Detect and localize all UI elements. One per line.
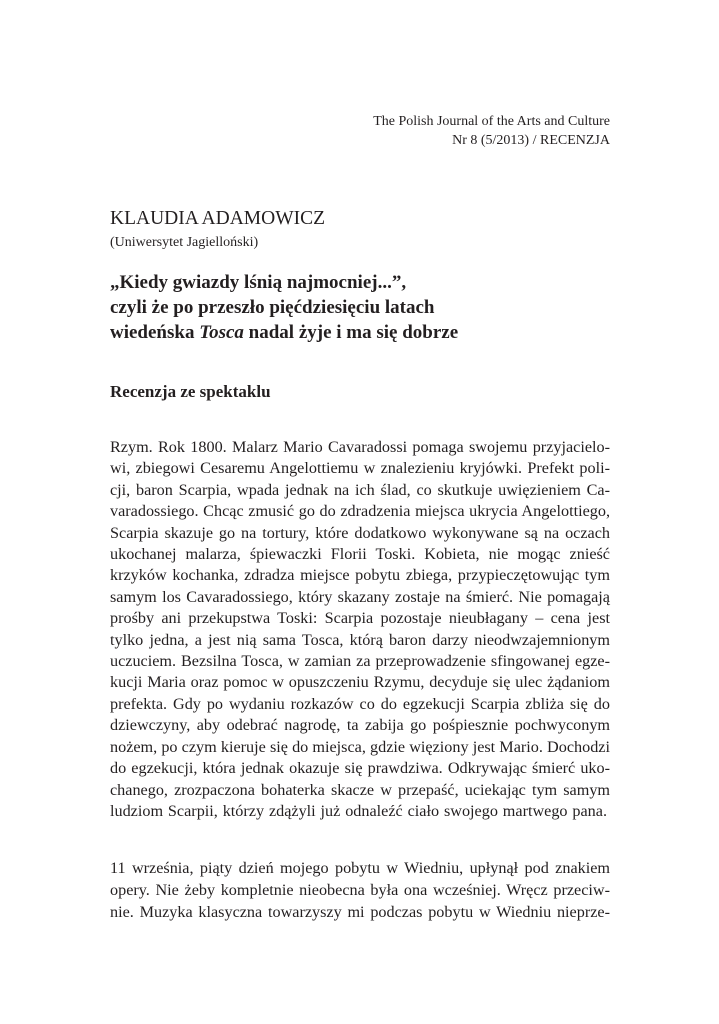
text-line: samym los Cavaradossiego, który skazany zostaje na śmierć. Nie pomagają — [110, 587, 610, 606]
title-line — [110, 320, 458, 345]
title-line: „Kiedy gwiazdy lśnią najmocniej...”, — [110, 272, 407, 293]
text-line: tylko jedna, a jest nią sama Tosca, którą baron darzy nieodwzajemnionym — [110, 630, 610, 649]
text-line: wi, zbiegowi Cesaremu Angelottiemu w znalezieniu kryjówki. Prefekt poli- — [110, 459, 610, 478]
text-line: nożem, po czym kieruje się do miejsca, gdzie więziony jest Mario. Dochodzi — [110, 737, 610, 756]
text-line: do egzekucji, która jednak okazuje się prawdziwa. Odkrywając śmierć uko- — [110, 759, 610, 778]
title-text: wiedeńska — [110, 322, 200, 343]
paragraph — [110, 437, 610, 822]
text-line: 11 września, piąty dzień mojego pobytu w Wiedniu, upłynął pod znakiem — [110, 859, 610, 877]
text-line: nie. Muzyka klasyczna towarzyszy mi podczas pobytu w Wiedniu nieprze- — [110, 903, 610, 921]
text-line: ukochanej malarza, śpiewaczki Florii Toski. Kobieta, nie mogąc znieść — [110, 545, 610, 564]
author-affiliation: (Uniwersytet Jagielloński) — [110, 235, 259, 250]
text-line: prefekta. Gdy po wydaniu rozkazów co do egzekucji Scarpia zbliża się do — [110, 694, 610, 713]
author-name: KLAUDIA ADAMOWICZ — [110, 208, 326, 229]
text-line: opery. Nie żeby kompletnie nieobecna była ona wcześniej. Wręcz przeciw- — [110, 881, 610, 899]
text-line: kucji Maria oraz pomoc w opuszczeniu Rzymu, decyduje się ulec żądaniom — [110, 673, 610, 692]
title-text: nadal żyje i ma się dobrze — [243, 322, 459, 343]
text-line: uczuciem. Bezsilna Tosca, w zamian za przeprowadzenie sfingowanej egze- — [110, 652, 610, 671]
text-line: ludziom Scarpii, którzy zdążyli już odnaleźć ciało swojego martwego pana. — [110, 801, 607, 820]
title-line: czyli że po przeszło pięćdziesięciu latach — [110, 297, 435, 318]
article-title — [110, 270, 458, 345]
journal-name: The Polish Journal of the Arts and Culture — [373, 114, 610, 129]
paragraph — [110, 857, 610, 923]
section-heading: Recenzja ze spektaklu — [110, 382, 271, 401]
text-line: dziewczyny, aby odebrać nagrodę, ta zabija go pośpiesznie pochwyconym — [110, 716, 610, 735]
running-header — [373, 112, 610, 150]
text-line: chanego, zrozpaczona bohaterka skacze w przepaść, uciekając tym samym — [110, 780, 610, 799]
text-line: varadossiego. Chcąc zmusić go do zdradzenia miejsca ukrycia Angelottiego, — [110, 502, 610, 521]
text-line: prośby ani przekupstwa Toski: Scarpia pozostaje nieubłagany – cena jest — [110, 609, 610, 628]
title-italic-work-name: Tosca — [199, 322, 244, 343]
issue-label: Nr 8 (5/2013) / RECENZJA — [452, 133, 610, 148]
text-line: Scarpia skazuje go na tortury, które dodatkowo wykonywane są na oczach — [110, 523, 610, 542]
text-line: krzyków kochanka, zdradza miejsce pobytu zbiega, przypieczętowując tym — [110, 566, 610, 585]
text-line: Rzym. Rok 1800. Malarz Mario Cavaradossi pomaga swojemu przyjacielo- — [110, 438, 610, 456]
text-line: cji, baron Scarpia, wpada jednak na ich ślad, co skutkuje uwięzieniem Ca- — [110, 480, 610, 499]
